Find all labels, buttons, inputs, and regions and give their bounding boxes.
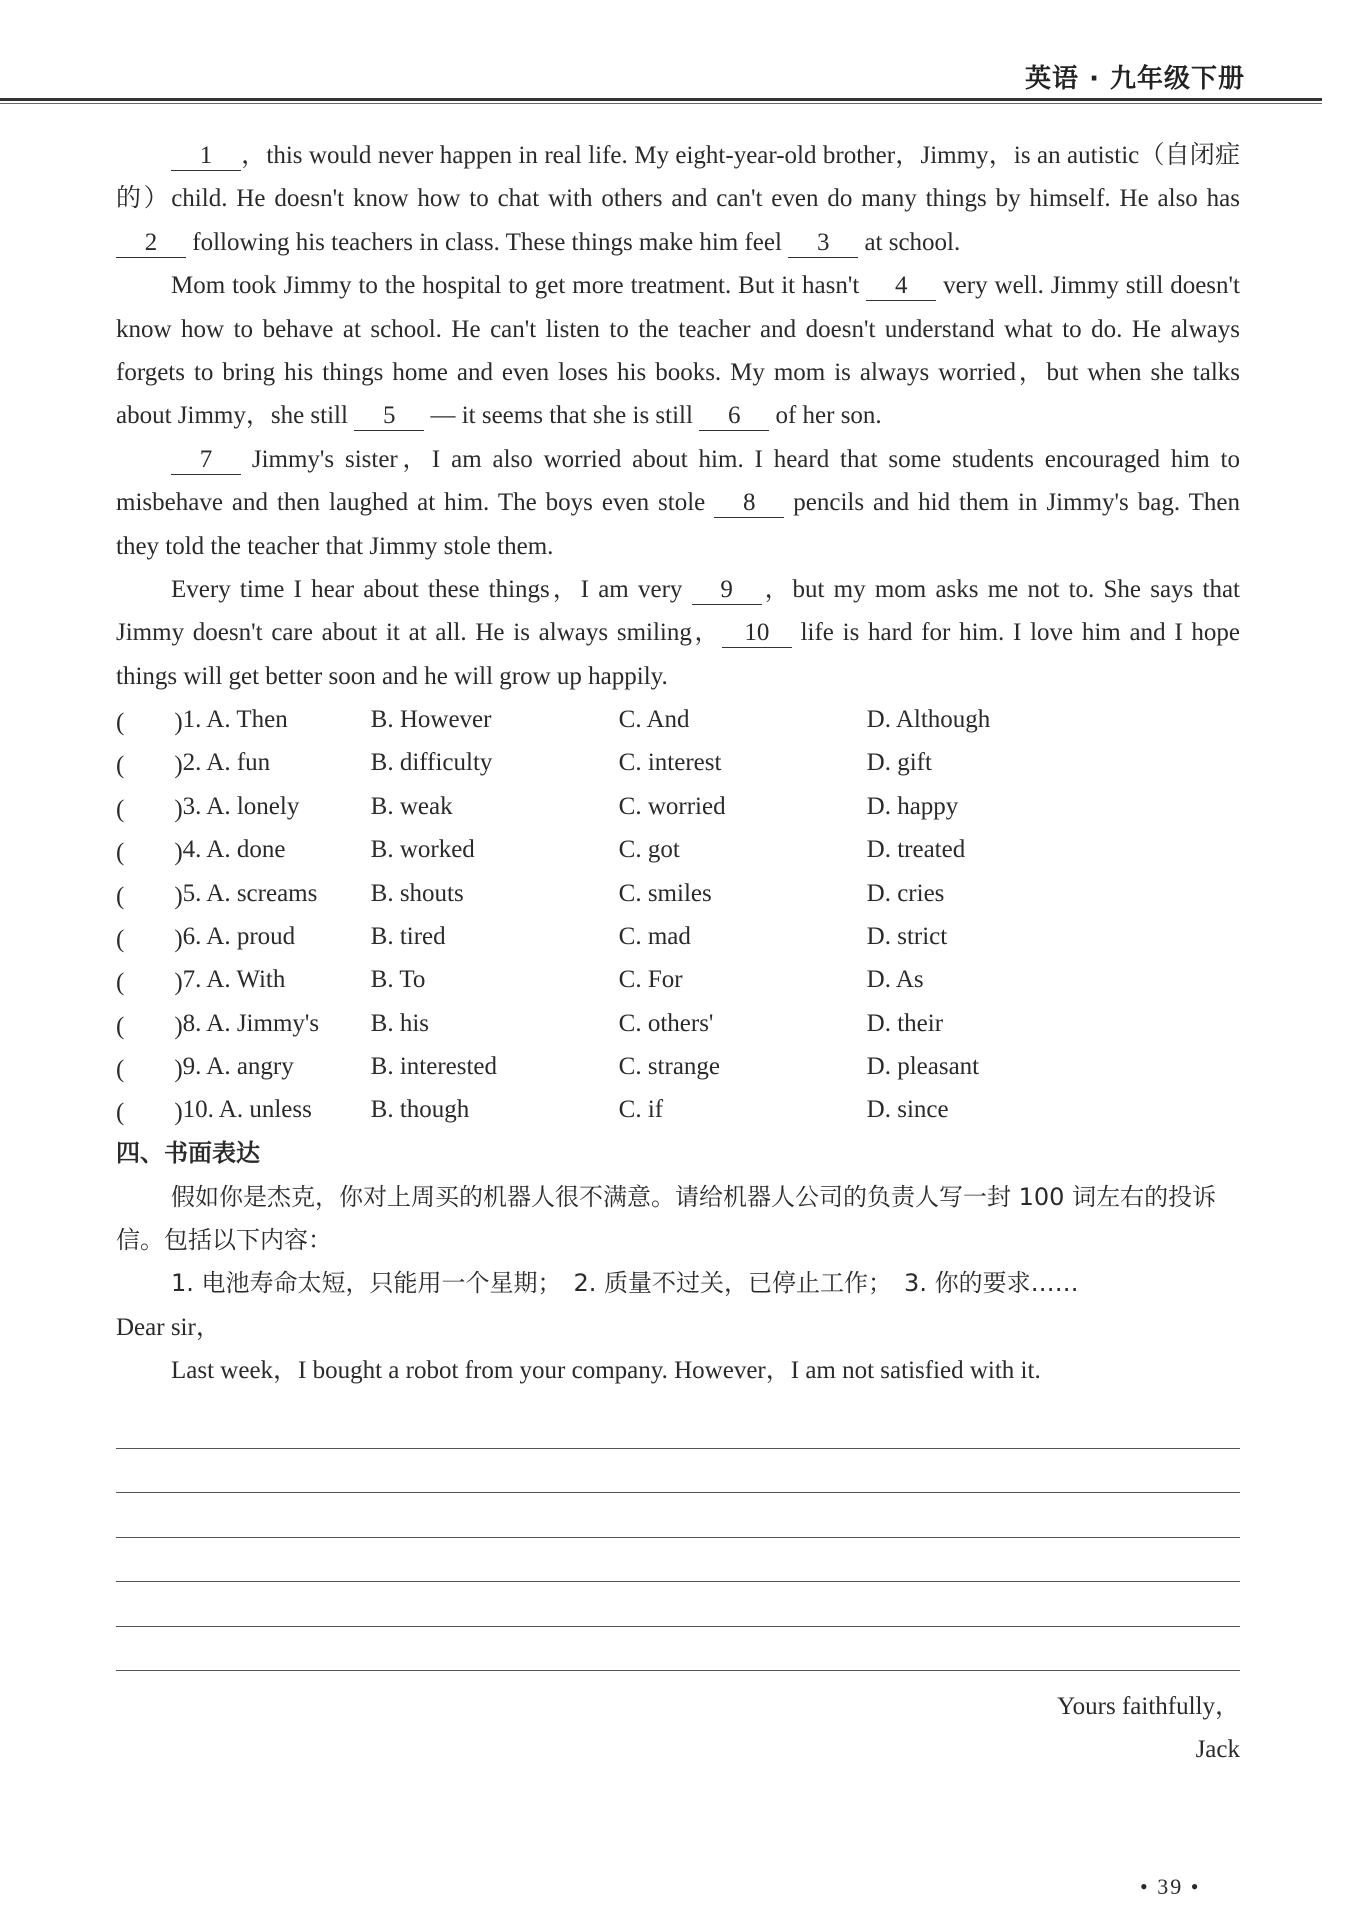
passage-text: Jimmy's sister，I am also worried about him. I heard that some students encouraged him to misbehave and then laughed at him. The boys even stole: [116, 445, 1240, 517]
answer-line[interactable]: [116, 1493, 1240, 1537]
option-b: B. To: [370, 966, 426, 994]
passage-text: pencils and hid them in Jimmy's bag. Then they told the teacher that Jimmy stole them.: [116, 489, 1240, 560]
option-b: B. weak: [370, 792, 453, 820]
answer-paren[interactable]: ( ): [116, 795, 183, 823]
passage-paragraph-4: [116, 568, 1240, 698]
question-row: [116, 1002, 1115, 1045]
passage-text: ，this would never happen in real life. My eight-year-old brother，Jimmy，is an autistic（自闭症的）child. He doesn't know how to chat with others and can't even do many things by himself. He also has: [116, 142, 1240, 213]
option-a: 10. A. unless: [182, 1096, 312, 1124]
passage-text: Mom took Jimmy to the hospital to get more treatment. But it hasn't: [171, 272, 867, 300]
option-c: C. worried: [618, 792, 726, 820]
option-b: B. interested: [370, 1053, 498, 1081]
writing-points: 1. 电池寿命太短，只能用一个星期； 2. 质量不过关，已停止工作； 3. 你的要求……: [171, 1269, 1079, 1298]
question-row: [116, 872, 1115, 915]
answer-paren[interactable]: ( ): [116, 969, 183, 997]
option-a: 1. A. Then: [182, 705, 288, 733]
section-title-writing: 四、书面表达: [116, 1139, 260, 1168]
option-b: B. worked: [370, 836, 475, 864]
question-row: [116, 915, 1115, 958]
option-a: 3. A. lonely: [182, 792, 300, 820]
answer-line[interactable]: [116, 1627, 1240, 1671]
question-row: [116, 742, 1115, 785]
letter-opening: Last week，I bought a robot from your company. However，I am not satisfied with it.: [171, 1357, 1041, 1385]
answer-paren[interactable]: ( ): [116, 1012, 183, 1040]
option-b: B. However: [370, 705, 492, 733]
option-b: B. shouts: [370, 879, 464, 907]
answer-lines[interactable]: [116, 1405, 1240, 1671]
question-row: [116, 785, 1115, 828]
passage-text: very well. Jimmy still doesn't know how to behave at school. He can't listen to the teacher and doesn't understand what to do. He always forgets to bring his things home and even loses his books. My mom is always worried，but when she talks about Jimmy，she still: [116, 272, 1240, 430]
answer-paren[interactable]: ( ): [116, 1056, 183, 1084]
option-a: 2. A. fun: [182, 749, 271, 777]
option-a: 8. A. Jimmy's: [182, 1009, 320, 1037]
answer-line[interactable]: [116, 1405, 1240, 1449]
passage-paragraph-3: [116, 438, 1240, 568]
blank-2[interactable]: 2: [116, 229, 186, 258]
option-a: 9. A. angry: [182, 1053, 294, 1081]
passage-text: life is hard for him. I love him and I hope things will get better soon and he will grow up happily.: [116, 619, 1240, 690]
question-row: [116, 828, 1115, 871]
writing-prompt: 假如你是杰克，你对上周买的机器人很不满意。请给机器人公司的负责人写一封 100 词左右的投诉信。包括以下内容：: [116, 1182, 1217, 1254]
option-b: B. difficulty: [370, 749, 493, 777]
blank-1[interactable]: 1: [171, 142, 241, 171]
letter-signature: Jack: [1195, 1736, 1240, 1764]
option-d: D. treated: [866, 836, 966, 864]
option-b: B. tired: [370, 922, 446, 950]
option-c: C. mad: [618, 922, 691, 950]
option-b: B. though: [370, 1096, 470, 1124]
question-row: [116, 1045, 1115, 1088]
header-rule-thin: [0, 103, 1322, 104]
passage-text: at school.: [858, 228, 961, 256]
letter-closing: Yours faithfully，: [1057, 1692, 1240, 1720]
answer-paren[interactable]: ( ): [116, 882, 183, 910]
header-rule: [0, 98, 1322, 101]
option-a: 4. A. done: [182, 836, 286, 864]
answer-paren[interactable]: ( ): [116, 708, 183, 736]
answer-line[interactable]: [116, 1538, 1240, 1582]
option-a: 7. A. With: [182, 966, 286, 994]
option-d: D. happy: [866, 792, 959, 820]
passage-paragraph-1: [116, 134, 1240, 264]
passage-text: Every time I hear about these things，I am very: [171, 576, 692, 604]
blank-8[interactable]: 8: [714, 489, 784, 518]
option-c: C. if: [618, 1096, 664, 1124]
answer-line[interactable]: [116, 1582, 1240, 1626]
passage-text: ，but my mom asks me not to. She says that Jimmy doesn't care about it at all. He is always smiling，: [116, 576, 1240, 647]
option-d: D. cries: [866, 879, 945, 907]
blank-3[interactable]: 3: [788, 229, 858, 258]
page-header-title: 英语 · 九年级下册: [1025, 64, 1245, 94]
option-d: D. strict: [866, 922, 948, 950]
option-d: D. pleasant: [866, 1053, 980, 1081]
option-c: C. For: [618, 966, 683, 994]
question-row: [116, 1089, 1115, 1132]
blank-5[interactable]: 5: [354, 402, 424, 431]
blank-9[interactable]: 9: [692, 576, 762, 605]
answer-paren[interactable]: ( ): [116, 752, 183, 780]
option-c: C. interest: [618, 749, 722, 777]
passage-text: of her son.: [769, 402, 882, 430]
page-content: [116, 134, 1240, 1772]
option-a: 6. A. proud: [182, 922, 296, 950]
page-number: • 39 •: [1140, 1874, 1201, 1899]
option-c: C. smiles: [618, 879, 712, 907]
letter-greeting: Dear sir，: [116, 1313, 221, 1341]
option-d: D. Although: [866, 705, 991, 733]
passage-paragraph-2: [116, 264, 1240, 438]
answer-paren[interactable]: ( ): [116, 925, 183, 953]
option-a: 5. A. screams: [182, 879, 318, 907]
question-row: [116, 959, 1115, 1002]
answer-paren[interactable]: ( ): [116, 839, 183, 867]
option-c: C. got: [618, 836, 680, 864]
blank-7[interactable]: 7: [171, 446, 241, 475]
option-c: C. strange: [618, 1053, 721, 1081]
blank-4[interactable]: 4: [866, 272, 936, 301]
passage-text: — it seems that she is still: [424, 402, 700, 430]
option-d: D. their: [866, 1009, 944, 1037]
option-b: B. his: [370, 1009, 430, 1037]
option-c: C. others': [618, 1009, 714, 1037]
option-d: D. since: [866, 1096, 949, 1124]
answer-paren[interactable]: ( ): [116, 1099, 183, 1127]
blank-6[interactable]: 6: [699, 402, 769, 431]
option-d: D. gift: [866, 749, 932, 777]
answer-line[interactable]: [116, 1449, 1240, 1493]
options-table: [116, 698, 1115, 1132]
blank-10[interactable]: 10: [722, 619, 792, 648]
passage-text: following his teachers in class. These things make him feel: [186, 228, 789, 256]
option-d: D. As: [866, 966, 924, 994]
option-c: C. And: [618, 705, 690, 733]
question-row: [116, 698, 1115, 741]
